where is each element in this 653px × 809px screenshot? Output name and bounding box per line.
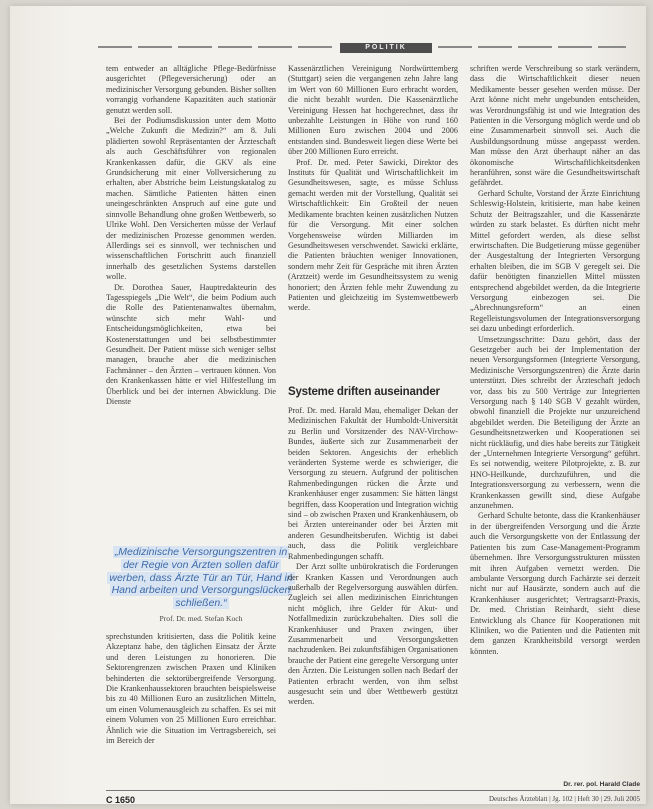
paragraph: Prof. Dr. med. Peter Sawicki, Direktor des Instituts für Qualität und Wirtschaftlichkeit im Gesundheitswesen, sagte, es müsse Schluss gemacht werden mit der Vorstellung, Qualität sei Wirtschaftlichkeit: Ein Großteil der neuen Medikamente brachten keinen zusätzlichen Nutzen für die Versorgung. Mit einer solchen Vorgehensweise würden Milliarden im Gesundheitswesen verschwendet. Sawicki erklärte, die Patienten bräuchten weniger Innovationen, sondern mehr Zeit für Gespräche mit ihren Ärzten (Arztzeit) werde im Gesundheitssystem zu wenig honoriert; den Ärzten fehle mehr Zuwendung zu Patienten und gleichzeitig im Systemwettbewerb werde. [288, 157, 458, 313]
paragraph: Gerhard Schulte betonte, dass die Krankenhäuser in der übergreifenden Versorgung und die Ärzte auch die Versorgungskette von der Entlassung der Patienten bis zum Case-Management-Programm übernehmen. Ihre Versorgungsstrukturen müssten mit ihren Aufgaben vernetzt werden. Die ambulante Versorgung durch Fachärzte sei derzeit nicht nur auf Hausärzte, sondern auch auf die Krankenhäuser ausgerichtet; Vertragsarzt-Praxis, Dr. med. Christian Reinhardt, sieht diese Entwicklung als Chance für Kooperationen mit Kliniken, wo die Patienten und die Patienten mit dem ganzen Krankheitsbild versorgt werden könnten. [470, 511, 640, 656]
paragraph: sprechstunden kritisierten, dass die Politik keine Akzeptanz habe, den täglichen Einsatz der Ärzte und deren Leistungen zu honorieren. Die Sektorengrenzen zwischen Praxen und Kliniken behinderten die sektorübergreifende Versorgung. Die Krankenhaussektoren brauchten beispielsweise bis zu 40 Millionen Euro an zusätzlichen Mitteln, um einen Volumenausgleich zu schaffen. Es sei mit einem Volumen von 25 Millionen Euro erreichbar. Ähnlich wie die Situation im Vertragsbereich, sei im Bereich der [106, 632, 276, 746]
paragraph: Umsetzungsschritte: Dazu gehört, dass der Gesetzgeber auch bei der Implementation der neuen Versorgungsformen (Integrierte Versorgung, Medizinische Versorgungszentren) die Ärzte darin unterstützt. Dies schreibt der Ärzteschaft jedoch vor, dass bis zu 500 Verträge zur Integrierten Versorgung nach § 140 SGB V gezahlt würden, obwohl finanziell die Projekte nur unzureichend abgebildet werden. Die Beteiligung der Ärzte an Gesundheitsnetzwerken und Kooperationen sei nicht rückläufig, und dies habe bereits zur Tätigkeit der „Unternehmen Integrierte Versorgung“ geführt. Es sei notwendig, weitere Pilotprojekte, z. B. zur HNO-Heilkunde, durchzuführen, und die Integrationsversorgung zu verbessern, wenn die Krankenkassen gewillt sind, diese Aufgabe anzunehmen. [470, 334, 640, 511]
author-credit: Dr. rer. pol. Harald Clade [563, 781, 640, 788]
pull-quote-text: „Medizinische Versorgungszentren in der Regie von Ärzten sollen dafür werben, dass Ärzte Tür an Tür, Hand in Hand arbeiten und Versorgungslücken schließen.“ [109, 546, 293, 610]
article-column-3 [470, 64, 640, 780]
pull-quote-author: Prof. Dr. med. Stefan Koch [159, 614, 243, 623]
paragraph: Der Arzt sollte unbürokratisch die Forderungen der Kranken Kassen und Verordnungen auch außerhalb der Regelversorgung auswählen dürfen. Zugleich sei allen medizinischen Einrichtungen nicht möglich, ihre Gelder für Akut- und Notfallmedizin zurückzubehalten. Dies soll die Krankenhäuser und Praxen zwingen, über Zusammenarbeit und Versorgungsketten nachzudenken. Bei zukunftsfähigen Organisationen brauche der Patient eine geregelte Versorgung unter den Ärzten. Die Leistungen sollen nach Bedarf der Patienten erbracht werden, von ihm selbst ausgesucht sein und über Wettbewerb gestützt werden. [288, 562, 458, 707]
article-column-1 [106, 64, 276, 545]
section-subheading: Systeme driften auseinander [288, 386, 440, 398]
paragraph: Gerhard Schulte, Vorstand der Ärzte Einrichtung Schleswig-Holstein, kritisierte, man habe keinen Schutz der Beitragszahler, und die Kassenärzte würden zu stark belastet. Es dürften nicht mehr Mittel gefordert werden, als diese selbst erwirtschaften. Die Budgetierung müsse gegenüber der Ausgestaltung der Integrierten Versorgung erhalten bleiben, die im SGB V geregelt sei. Die dafür benötigten finanziellen Mittel müssten entsprechend abgebildet werden, da die Integrierte Versorgung einbezogen sei. Die „Abrechnungsreform“ an einen Regelleistungsvolumen der Integrationsversorgung sei dazu unbedingt erforderlich. [470, 188, 640, 334]
paragraph: Bei der Podiumsdiskussion unter dem Motto „Welche Zukunft die Medizin?“ am 8. Juli plädierten sowohl Repräsentanten der Ärzteschaft als auch Geschäftsführer von regionalen Krankenkassen dafür, die GKV als eine Grundsicherung mit einer Vollversicherung zu erhalten, aber Abstriche beim Leistungskatalog zu machen. Sämtliche Patienten hätten einen uneingeschränkten Anspruch auf eine gute und sinnvolle Behandlung ohne großen Wettbewerb, so Ulrike Wohl. Den Versicherten müsse der Verlauf der medizinischen Prozesse genommen werden. Allerdings sei es sinnvoll, wer technischen und wissenschaftlichen Fortschritt auch finanziell innerhalb des gesetzlichen Systems darstellen wolle. [106, 116, 276, 282]
paragraph: schriften werde Verschreibung so stark verändern, dass die Wirtschaftlichkeit dieser neuen Medikamente besser gesehen werden müsse. Der Arzt könne nicht mehr ungebunden entscheiden, was Verordnungsfähig ist und wie Integration des Patienten in die Versorgung möglich werde und ob eine Zusammenarbeit sinnvoll sei. Auch die Ausbildungsordnung müsse angepasst werden. Man müsse den Arzt überhaupt näher an das ökonomische Wirtschaftlichkeitsdenken heranführen, sonst wäre die Gesundheitswirtschaft gefährdet. [470, 64, 640, 188]
footer-rule [106, 790, 640, 791]
paragraph: tem entweder an alltägliche Pflege-Bedürfnisse ausgerichtet (Pflegeversicherung) oder an medizinischer Versorgung gebunden. Bisher sollten vorrangig vorhandene Kapazitäten auch stationär genutzt werden soll. [106, 64, 276, 115]
journal-citation: Deutsches Ärzteblatt | Jg. 102 | Heft 30 | 29. Juli 2005 [489, 795, 640, 803]
paragraph: Prof. Dr. med. Harald Mau, ehemaliger Dekan der Medizinischen Fakultät der Humboldt-Universität zu Berlin und Vorsitzender des NAV-Virchow-Bundes, äußerte sich zur Zusammenarbeit der beiden Sektoren. Angesichts der erheblich veränderten Systeme werde es schwieriger, die Versorgung zu steuern. Aufgrund der politischen Rahmenbedingungen rücken die Ärzte und Krankenhäuser enger zusammen: Sie hätten längst begriffen, dass Kooperation und Integration wichtig sind – ob zwischen Praxen und Krankenhäusern, ob bei Ärzten untereinander oder bei Ärzten mit anderen Gesundheitsberufen. Wichtig ist dabei auch, dass die Politik vergleichbare Rahmenbedingungen schafft. [288, 406, 458, 561]
magazine-page [10, 6, 646, 804]
paragraph: Dr. Dorothea Sauer, Hauptredakteurin des Tagesspiegels „Die Welt“, die beim Podium auch die Rolle des Patientenanwaltes übernahm, wünschte sich mehr Wahl- und Entscheidungsmöglichkeiten, etwa bei Kostenerstattungen und bei selbstbestimmter Gesundheit. Der Patient müsse sich weniger selbst managen, brauche aber die medizinischen Fachmänner – den Ärzten – vertrauen können. Von den Krankenkassen hätte er viel Hilfestellung im Überblick und bei der internen Abwicklung. Die Dienste [106, 282, 276, 406]
paragraph: Kassenärztlichen Vereinigung Nordwürttemberg (Stuttgart) seien die vergangenen zehn Jahre lang im Wert von 60 Millionen Euro erbracht worden, die nicht bezahlt wurden. Die Kassenärztliche Vereinigung Hessen hat hochgerechnet, dass ihr unbezahlte Leistungen in Höhe von rund 160 Millionen Euro zwischen 2004 und 2006 entstanden sind. Bundesweit liegen diese Werte bei über 200 Millionen Euro erreicht. [288, 64, 458, 157]
page-number: C 1650 [106, 795, 136, 805]
article-column-2 [288, 64, 458, 386]
pull-quote [106, 546, 296, 614]
section-label: POLITIK [340, 43, 432, 53]
article-column-1-continued [106, 632, 276, 778]
article-column-2-continued [288, 406, 458, 778]
